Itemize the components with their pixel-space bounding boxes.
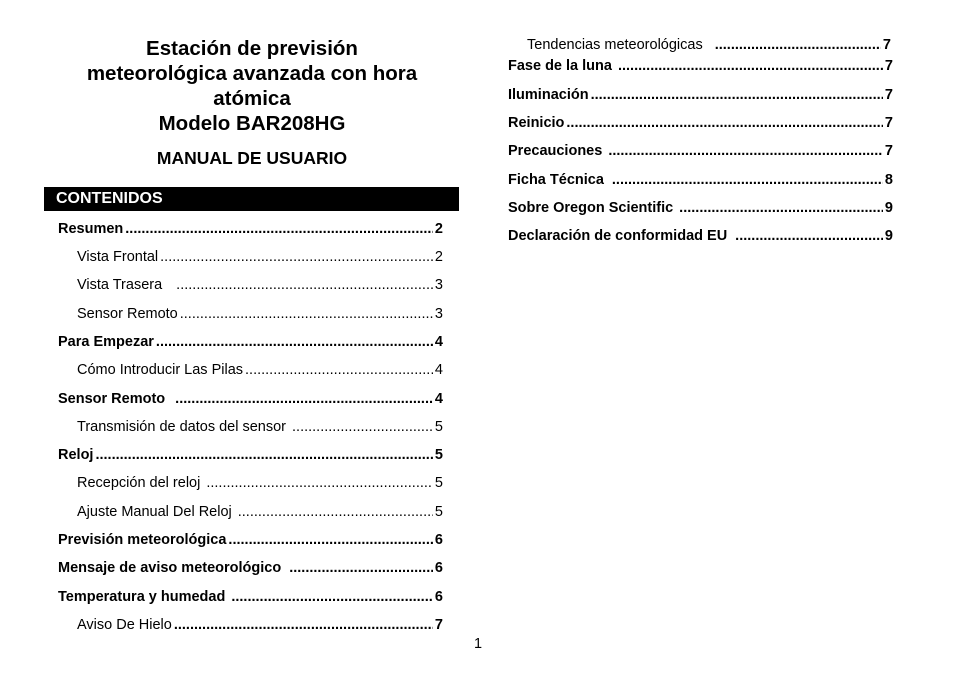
document-subtitle: MANUAL DE USUARIO (156, 148, 348, 168)
toc-page-number: 7 (884, 115, 893, 131)
leader-dots (715, 36, 881, 54)
leader-dots (292, 418, 433, 436)
toc-label: Previsión meteorológica (58, 532, 227, 548)
toc-entry[interactable] (58, 333, 443, 351)
toc-label: Transmisión de datos del sensor (77, 419, 287, 435)
toc-label: Aviso De Hielo (77, 617, 172, 633)
toc-label: Resumen (58, 221, 124, 237)
toc-page-number: 2 (434, 249, 443, 265)
title-line-3: atómica (213, 87, 291, 110)
toc-entry[interactable] (77, 474, 443, 492)
title-line-2: meteorológica avanzada con hora (86, 62, 418, 85)
title-line-1: Estación de previsión (146, 37, 358, 60)
toc-entry[interactable] (58, 559, 443, 577)
page-number: 1 (473, 636, 483, 652)
leader-dots (160, 248, 433, 266)
document-title (44, 36, 460, 136)
toc-entry[interactable] (77, 503, 443, 521)
toc-entry[interactable] (58, 531, 443, 549)
leader-dots (174, 616, 433, 634)
leader-dots (206, 474, 433, 492)
toc-label: Vista Frontal (77, 249, 159, 265)
toc-page-number: 4 (434, 391, 443, 407)
leader-dots (245, 361, 433, 379)
toc-page-number: 5 (434, 475, 443, 491)
toc-label: Iluminación (508, 87, 589, 103)
toc-page-number: 4 (434, 334, 443, 350)
toc-label: Vista Trasera (77, 277, 163, 293)
title-line-4: Modelo BAR208HG (158, 112, 346, 135)
toc-label: Ajuste Manual Del Reloj (77, 504, 232, 520)
leader-dots (618, 57, 883, 75)
leader-dots (735, 227, 883, 245)
toc-entry[interactable] (77, 276, 443, 294)
toc-label: Mensaje de aviso meteorológico (58, 560, 282, 576)
toc-label: Cómo Introducir Las Pilas (77, 362, 244, 378)
toc-entry[interactable] (508, 227, 893, 245)
toc-label: Reinicio (508, 115, 565, 131)
toc-page-number: 5 (434, 504, 443, 520)
toc-entry[interactable] (508, 142, 893, 160)
leader-dots (608, 142, 883, 160)
toc-page-number: 6 (434, 560, 443, 576)
leader-dots (566, 114, 883, 132)
toc-page-number: 5 (434, 447, 443, 463)
contents-heading: CONTENIDOS (44, 187, 459, 211)
leader-dots (679, 199, 883, 217)
toc-page-number: 9 (884, 228, 893, 244)
toc-entry[interactable] (508, 86, 893, 104)
leader-dots (180, 305, 433, 323)
toc-label: Recepción del reloj (77, 475, 201, 491)
toc-entry[interactable] (527, 36, 891, 54)
leader-dots (238, 503, 433, 521)
toc-entry[interactable] (508, 57, 893, 75)
toc-label: Sensor Remoto (77, 306, 178, 322)
toc-page-number: 3 (434, 306, 443, 322)
toc-entry[interactable] (508, 171, 893, 189)
toc-entry[interactable] (58, 588, 443, 606)
toc-page-number: 7 (884, 87, 893, 103)
toc-page-number: 5 (434, 419, 443, 435)
toc-page-number: 7 (882, 37, 891, 53)
toc-label: Para Empezar (58, 334, 154, 350)
toc-page-number: 7 (884, 143, 893, 159)
toc-page-number: 6 (434, 589, 443, 605)
toc-entry[interactable] (58, 446, 443, 464)
leader-dots (289, 559, 433, 577)
toc-page-number: 4 (434, 362, 443, 378)
toc-label: Tendencias meteorológicas (527, 37, 703, 53)
leader-dots (612, 171, 883, 189)
leader-dots (95, 446, 432, 464)
toc-page-number: 7 (884, 58, 893, 74)
toc-entry[interactable] (77, 248, 443, 266)
toc-page-number: 7 (434, 617, 443, 633)
toc-entry[interactable] (58, 220, 443, 238)
toc-label: Sobre Oregon Scientific (508, 200, 674, 216)
toc-page-number: 8 (884, 172, 893, 188)
toc-label: Precauciones (508, 143, 603, 159)
leader-dots (175, 390, 433, 408)
toc-entry[interactable] (77, 361, 443, 379)
toc-entry[interactable] (77, 616, 443, 634)
leader-dots (156, 333, 433, 351)
toc-page-number: 2 (434, 221, 443, 237)
toc-label: Reloj (58, 447, 94, 463)
toc-entry[interactable] (508, 199, 893, 217)
toc-label: Ficha Técnica (508, 172, 604, 188)
toc-page-number: 3 (434, 277, 443, 293)
toc-page-number: 9 (884, 200, 893, 216)
toc-label: Sensor Remoto (58, 391, 166, 407)
toc-entry[interactable] (77, 305, 443, 323)
leader-dots (125, 220, 433, 238)
toc-label: Temperatura y humedad (58, 589, 226, 605)
toc-entry[interactable] (77, 418, 443, 436)
toc-label: Fase de la luna (508, 58, 612, 74)
leader-dots (591, 86, 883, 104)
leader-dots (231, 588, 433, 606)
leader-dots (228, 531, 433, 549)
leader-dots (176, 276, 433, 294)
toc-entry[interactable] (58, 390, 443, 408)
toc-page-number: 6 (434, 532, 443, 548)
toc-label: Declaración de conformidad EU (508, 228, 728, 244)
toc-entry[interactable] (508, 114, 893, 132)
